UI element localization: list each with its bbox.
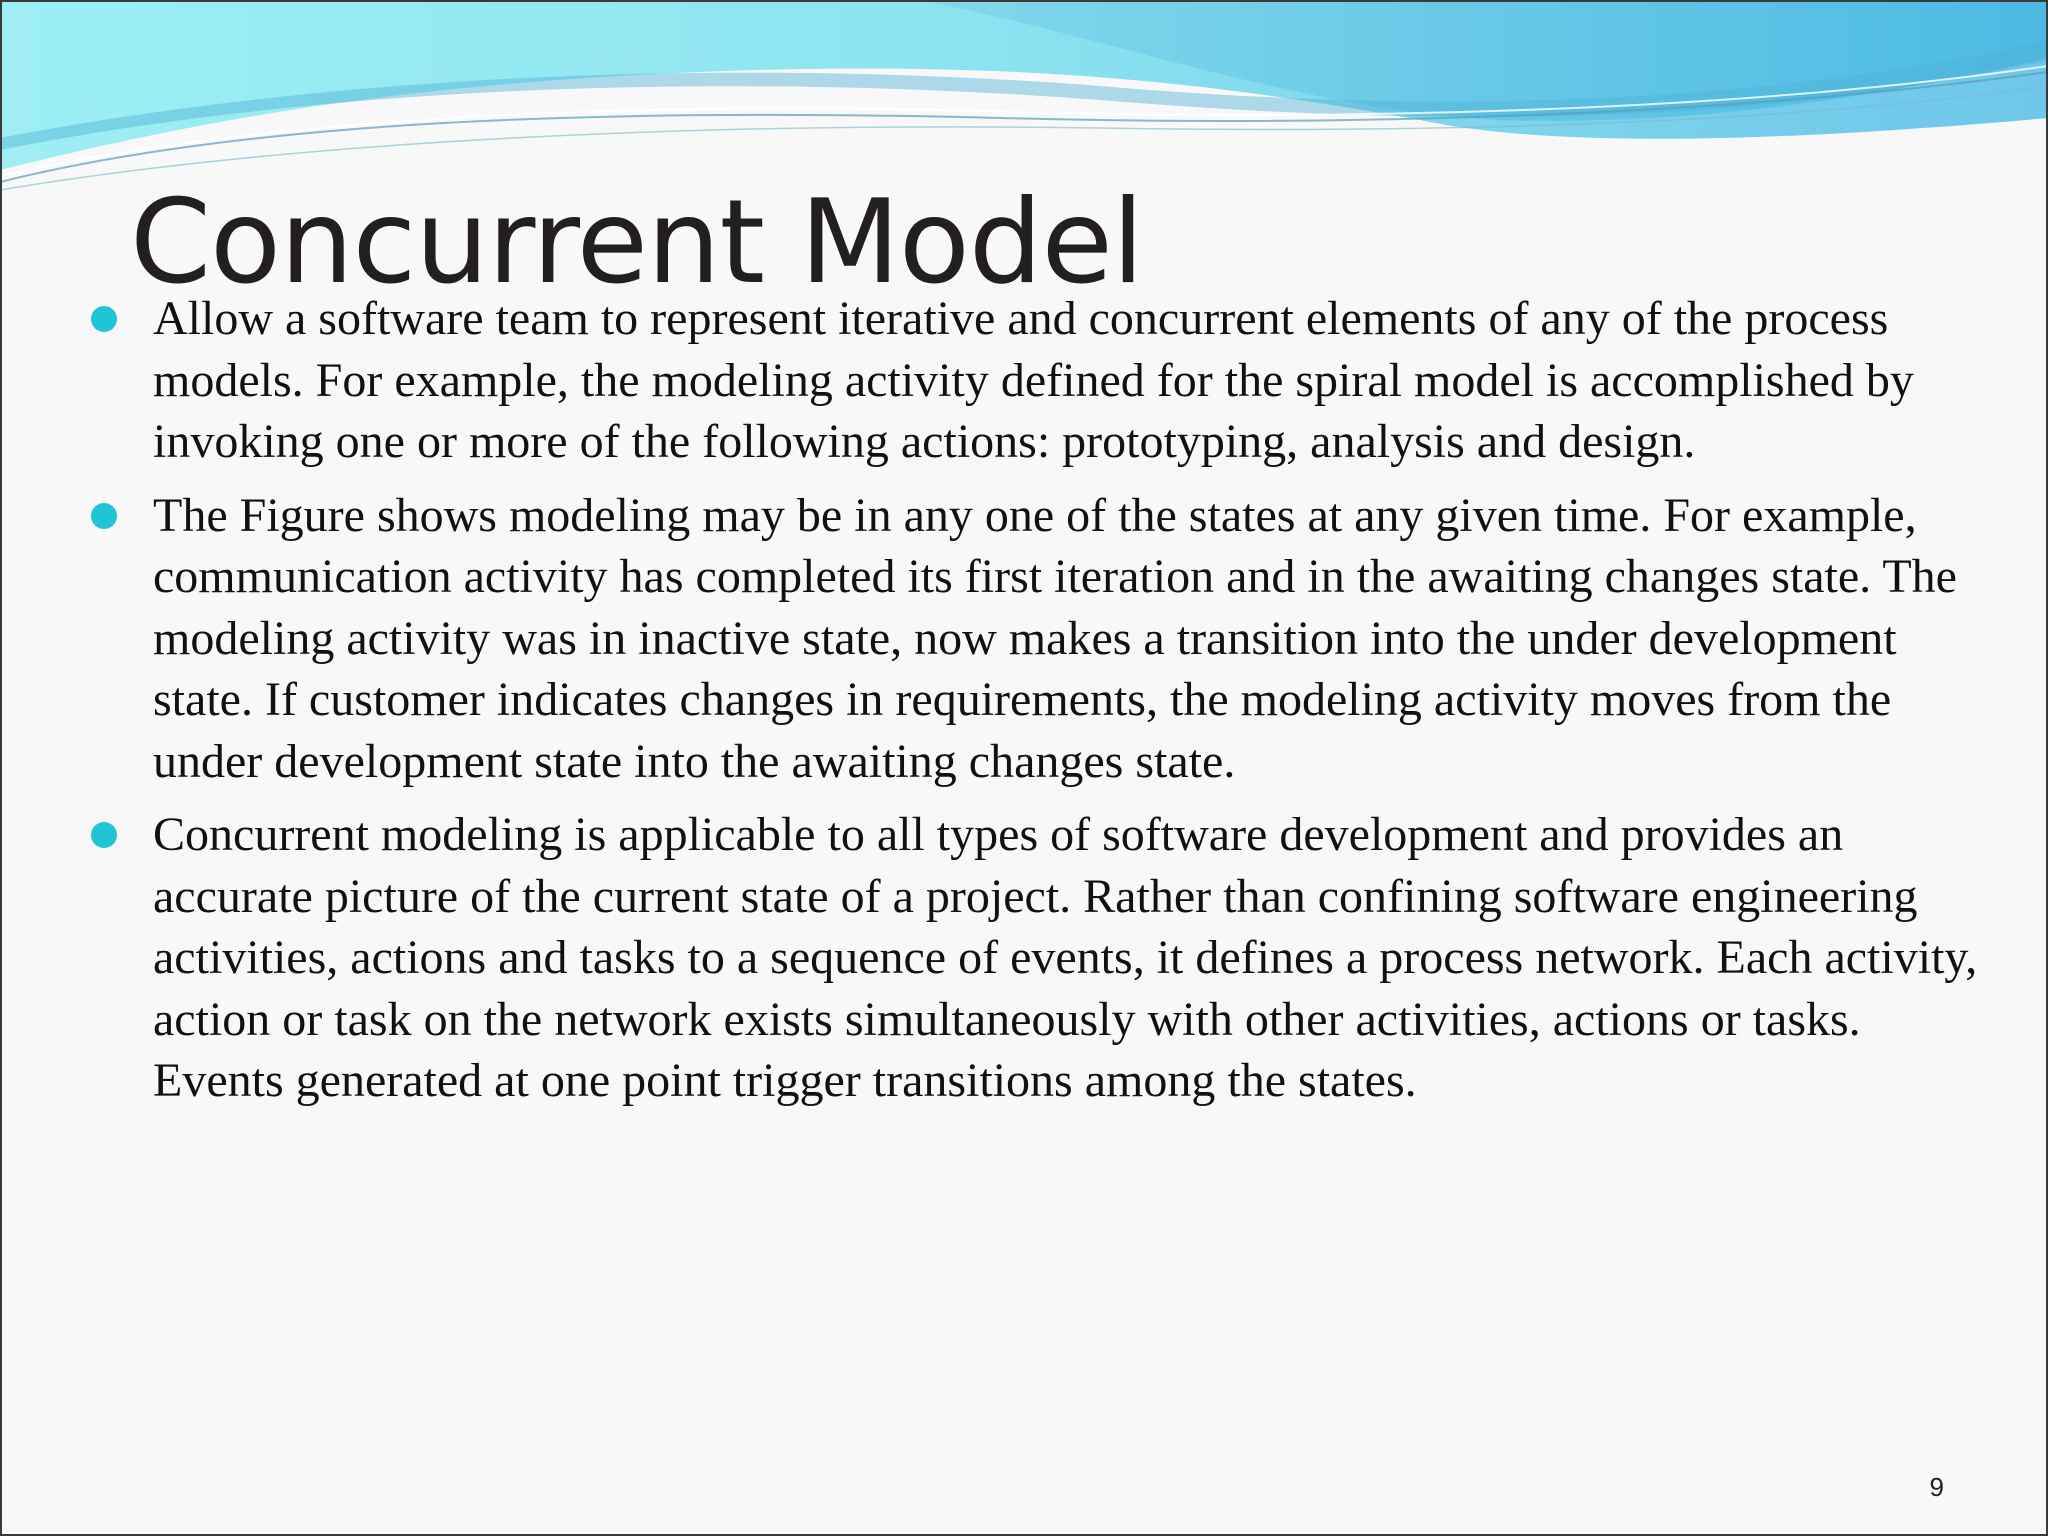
bullet-text: The Figure shows modeling may be in any one of the states at any given time. For example, communication activity has completed its first iteration and in the awaiting changes state. The modeling activity was in inactive state, now makes a transition into the under development state. If customer indicates changes in requirements, the modeling activity moves from the under development state into the awaiting changes state.: [153, 488, 1957, 788]
bullet-item: [88, 288, 1988, 473]
bullet-dot-icon: [91, 503, 117, 529]
bullet-dot-icon: [91, 822, 117, 848]
bullet-item: [88, 804, 1988, 1112]
bullet-dot-icon: [91, 306, 117, 332]
slide-title: Concurrent Model: [130, 175, 1144, 310]
bullet-item: [88, 485, 1988, 793]
bullet-text: Concurrent modeling is applicable to all types of software development and provides an accurate picture of the current state of a project. Rather than confining software engineering activities, actions and tasks to a sequence of events, it defines a process network. Each activity, action or task on the network exists simultaneously with other activities, actions or tasks. Events generated at one point trigger transitions among the states.: [153, 808, 1978, 1107]
bullet-text: Allow a software team to represent iterative and concurrent elements of any of the process models. For example, the modeling activity defined for the spiral model is accomplished by invoking one or more of the following actions: prototyping, analysis and design.: [153, 292, 1914, 468]
bullet-list: [88, 288, 1988, 1124]
page-number: 9: [1929, 1472, 1944, 1502]
